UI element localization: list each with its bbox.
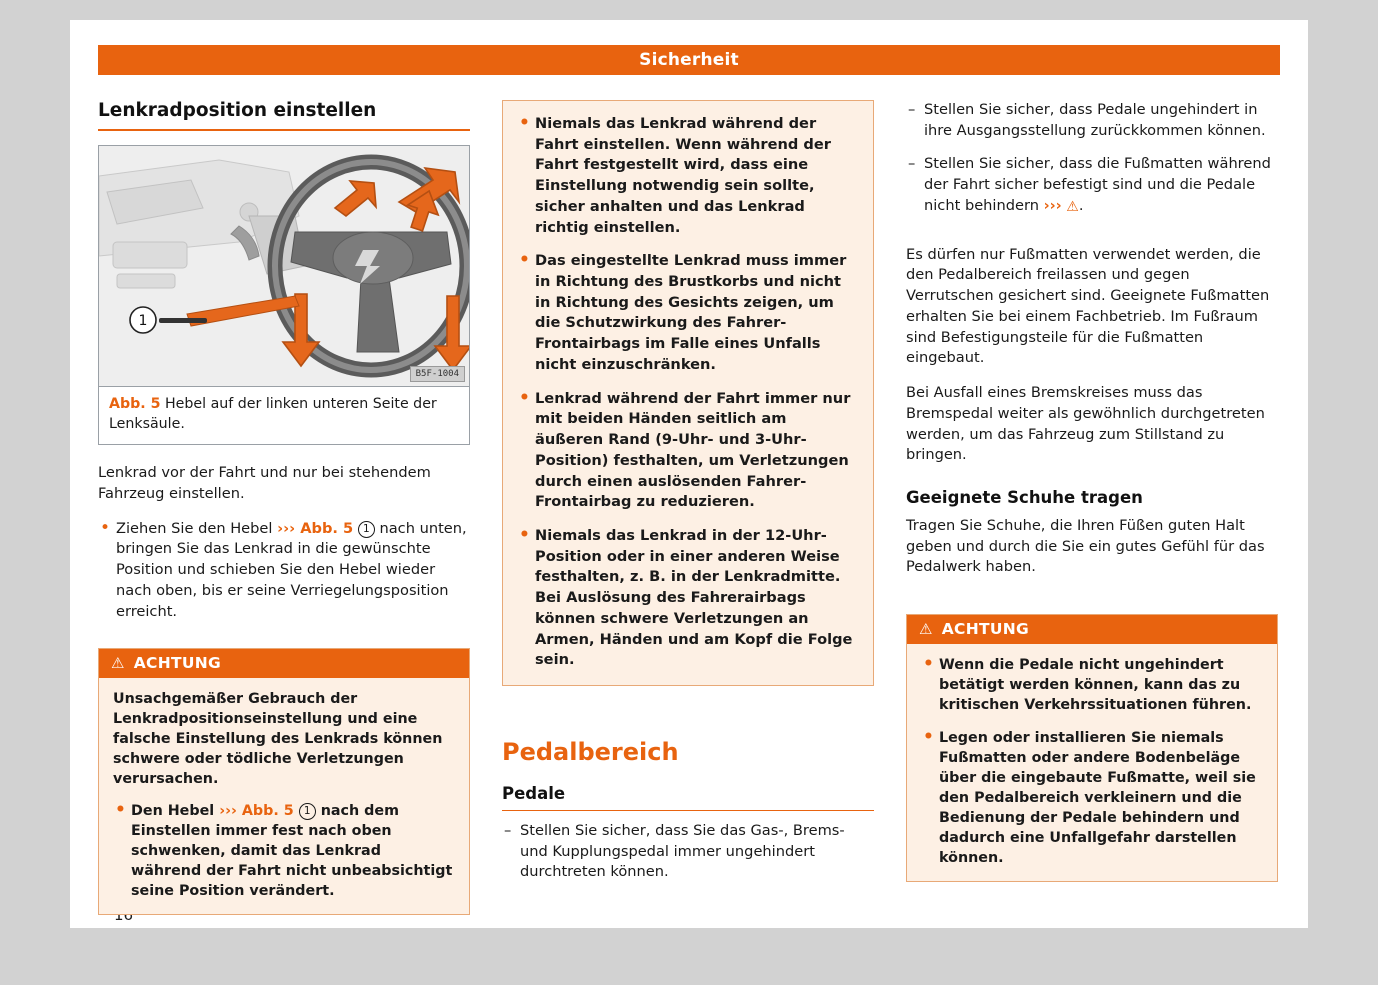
list-pedale (502, 821, 874, 883)
warning-bullet-pre: Den Hebel (131, 803, 220, 820)
warning-triangle-icon: ⚠ (111, 653, 125, 672)
cross-reference-link[interactable]: ››› Abb. 5 (219, 803, 294, 820)
warning-list (921, 655, 1263, 868)
bullet-text-post: nach unten, bringen Sie das Lenkrad in die gewünschte Position und schieben Sie den Hebel wieder nach oben, bis er seine Verriegelungsposition erreicht. (116, 519, 467, 620)
warning-paragraph: Unsachgemäßer Gebrauch der Lenkradpositionseinstellung und eine falsche Einstellung des Lenkrads können schwere oder tödliche Verletzungen verursachen. (113, 691, 443, 788)
list-pedale-continued (906, 100, 1278, 218)
paragraph-bremskreis: Bei Ausfall eines Bremskreises muss das Bremspedal weiter als gewöhnlich durchgetreten werden, um das Fahrzeug zum Stillstand zu bringen. (906, 384, 1265, 464)
section-title-lenkradposition: Lenkradposition einstellen (98, 100, 470, 131)
callout-circle-1: 1 (299, 803, 316, 820)
cross-reference-link[interactable]: ››› Abb. 5 (277, 519, 354, 537)
column-right (906, 100, 1278, 910)
callout-circle-1: 1 (358, 521, 375, 538)
list-item (98, 519, 470, 623)
list-item: • Niemals das Lenkrad während der Fahrt einstellen. Wenn während der Fahrt festgestellt wird, dass eine Einstellung notwendig sein sollte, sicher anhalten und das Lenkrad richtig einstellen. (517, 114, 859, 238)
note-box-lenkrad-hinweise (502, 100, 874, 686)
figure-abb-5 (98, 145, 470, 445)
cross-reference-link[interactable]: ››› (1043, 196, 1062, 214)
warning-box-lenkrad (98, 648, 470, 915)
warning-list (113, 801, 455, 901)
warning-box-title: ACHTUNG (133, 654, 222, 673)
bullet-text-pre: Ziehen Sie den Hebel (116, 519, 278, 537)
figure-image (99, 146, 469, 387)
column-middle (502, 100, 874, 910)
column-left (98, 100, 470, 910)
list-item: • Das eingestellte Lenkrad muss immer in Richtung des Brustkorbs und nicht in Richtung des Gesichts zeigen, um die Schutzwirkung des Fahrer-Frontairbags im Falle eines Unfalls nicht einzuschränken. (517, 251, 859, 375)
header-title: Sicherheit (639, 50, 739, 70)
subsection-title-pedale: Pedale (502, 784, 874, 811)
figure-caption (99, 387, 469, 444)
warning-triangle-icon: ⚠ (919, 619, 933, 638)
list-item: • Niemals das Lenkrad in der 12-Uhr-Position oder in einer anderen Weise festhalten, z. B. in der Lenkradmitte. Bei Auslösung des Fahrerairbags können schwere Verletzungen an Armen, Händen und am Kopf die Folge sein. (517, 526, 859, 671)
document-page (70, 20, 1308, 928)
warning-triangle-icon: ⚠ (1066, 198, 1079, 215)
subsection-title-schuhe: Geeignete Schuhe tragen (906, 487, 1143, 507)
list-item (906, 154, 1278, 217)
list-item: – Stellen Sie sicher, dass Sie das Gas-, Brems- und Kupplungspedal immer ungehindert durchtreten können. (502, 821, 874, 883)
chapter-title-pedalbereich: Pedalbereich (502, 737, 679, 766)
list-item (113, 801, 455, 901)
list-item: – Stellen Sie sicher, dass Pedale ungehindert in ihre Ausgangsstellung zurückkommen können. (906, 100, 1278, 141)
note-list (517, 114, 859, 671)
warning-box-body (907, 644, 1277, 881)
warning-box-body (99, 678, 469, 914)
page-header-banner (98, 45, 1280, 75)
list-item: • Wenn die Pedale nicht ungehindert betätigt werden können, kann das zu kritischen Verkehrssituationen führen. (921, 655, 1263, 715)
svg-text:1: 1 (138, 313, 148, 329)
figure-caption-text: Hebel auf der linken unteren Seite der Lenksäule. (109, 396, 437, 432)
list-item: • Lenkrad während der Fahrt immer nur mit beiden Händen seitlich am äußeren Rand (9-Uhr- und 3-Uhr-Position) festhalten, um Verletzungen durch einen auslösenden Fahrer-Frontairbag zu reduzieren. (517, 389, 859, 513)
warning-bullet-post: nach dem Einstellen immer fest nach oben schwenken, damit das Lenkrad während der Fahrt nicht unbeabsichtigt seine Position verändert. (131, 803, 453, 900)
warning-box-title: ACHTUNG (941, 620, 1030, 639)
list-item: • Legen oder installieren Sie niemals Fußmatten oder andere Bodenbeläge über die eingebaute Fußmatte, weil sie den Pedalbereich verkleinern und die Bedienung der Pedale behindern und dadurch eine Unfallgefahr darstellen können. (921, 728, 1263, 868)
warning-box-header (99, 649, 469, 678)
paragraph-fussmatten: Es dürfen nur Fußmatten verwendet werden, die den Pedalbereich freilassen und gegen Verrutschen gesichert sind. Geeignete Fußmatten erhalten Sie bei einem Fachbetrieb. Im Fußraum sind Befestigungsteile für die Fußmatten eingebaut. (906, 245, 1270, 367)
dash-text-pre: Stellen Sie sicher, dass die Fußmatten während der Fahrt sicher befestigt sind und die Pedale nicht behindern (924, 155, 1271, 214)
paragraph-schuhe: Tragen Sie Schuhe, die Ihren Füßen guten Halt geben und durch die Sie ein gutes Gefühl für das Pedalwerk haben. (906, 516, 1265, 576)
steering-wheel-illustration (99, 146, 469, 385)
content-columns (98, 100, 1280, 910)
paragraph-lenkrad-intro: Lenkrad vor der Fahrt und nur bei stehendem Fahrzeug einstellen. (98, 464, 431, 502)
figure-code-label: B5F-1004 (410, 366, 465, 382)
dash-text-post: . (1078, 196, 1084, 214)
figure-caption-label: Abb. 5 (109, 396, 161, 412)
list-lenkrad-steps (98, 519, 470, 623)
warning-box-header (907, 615, 1277, 644)
warning-box-pedale (906, 614, 1278, 882)
